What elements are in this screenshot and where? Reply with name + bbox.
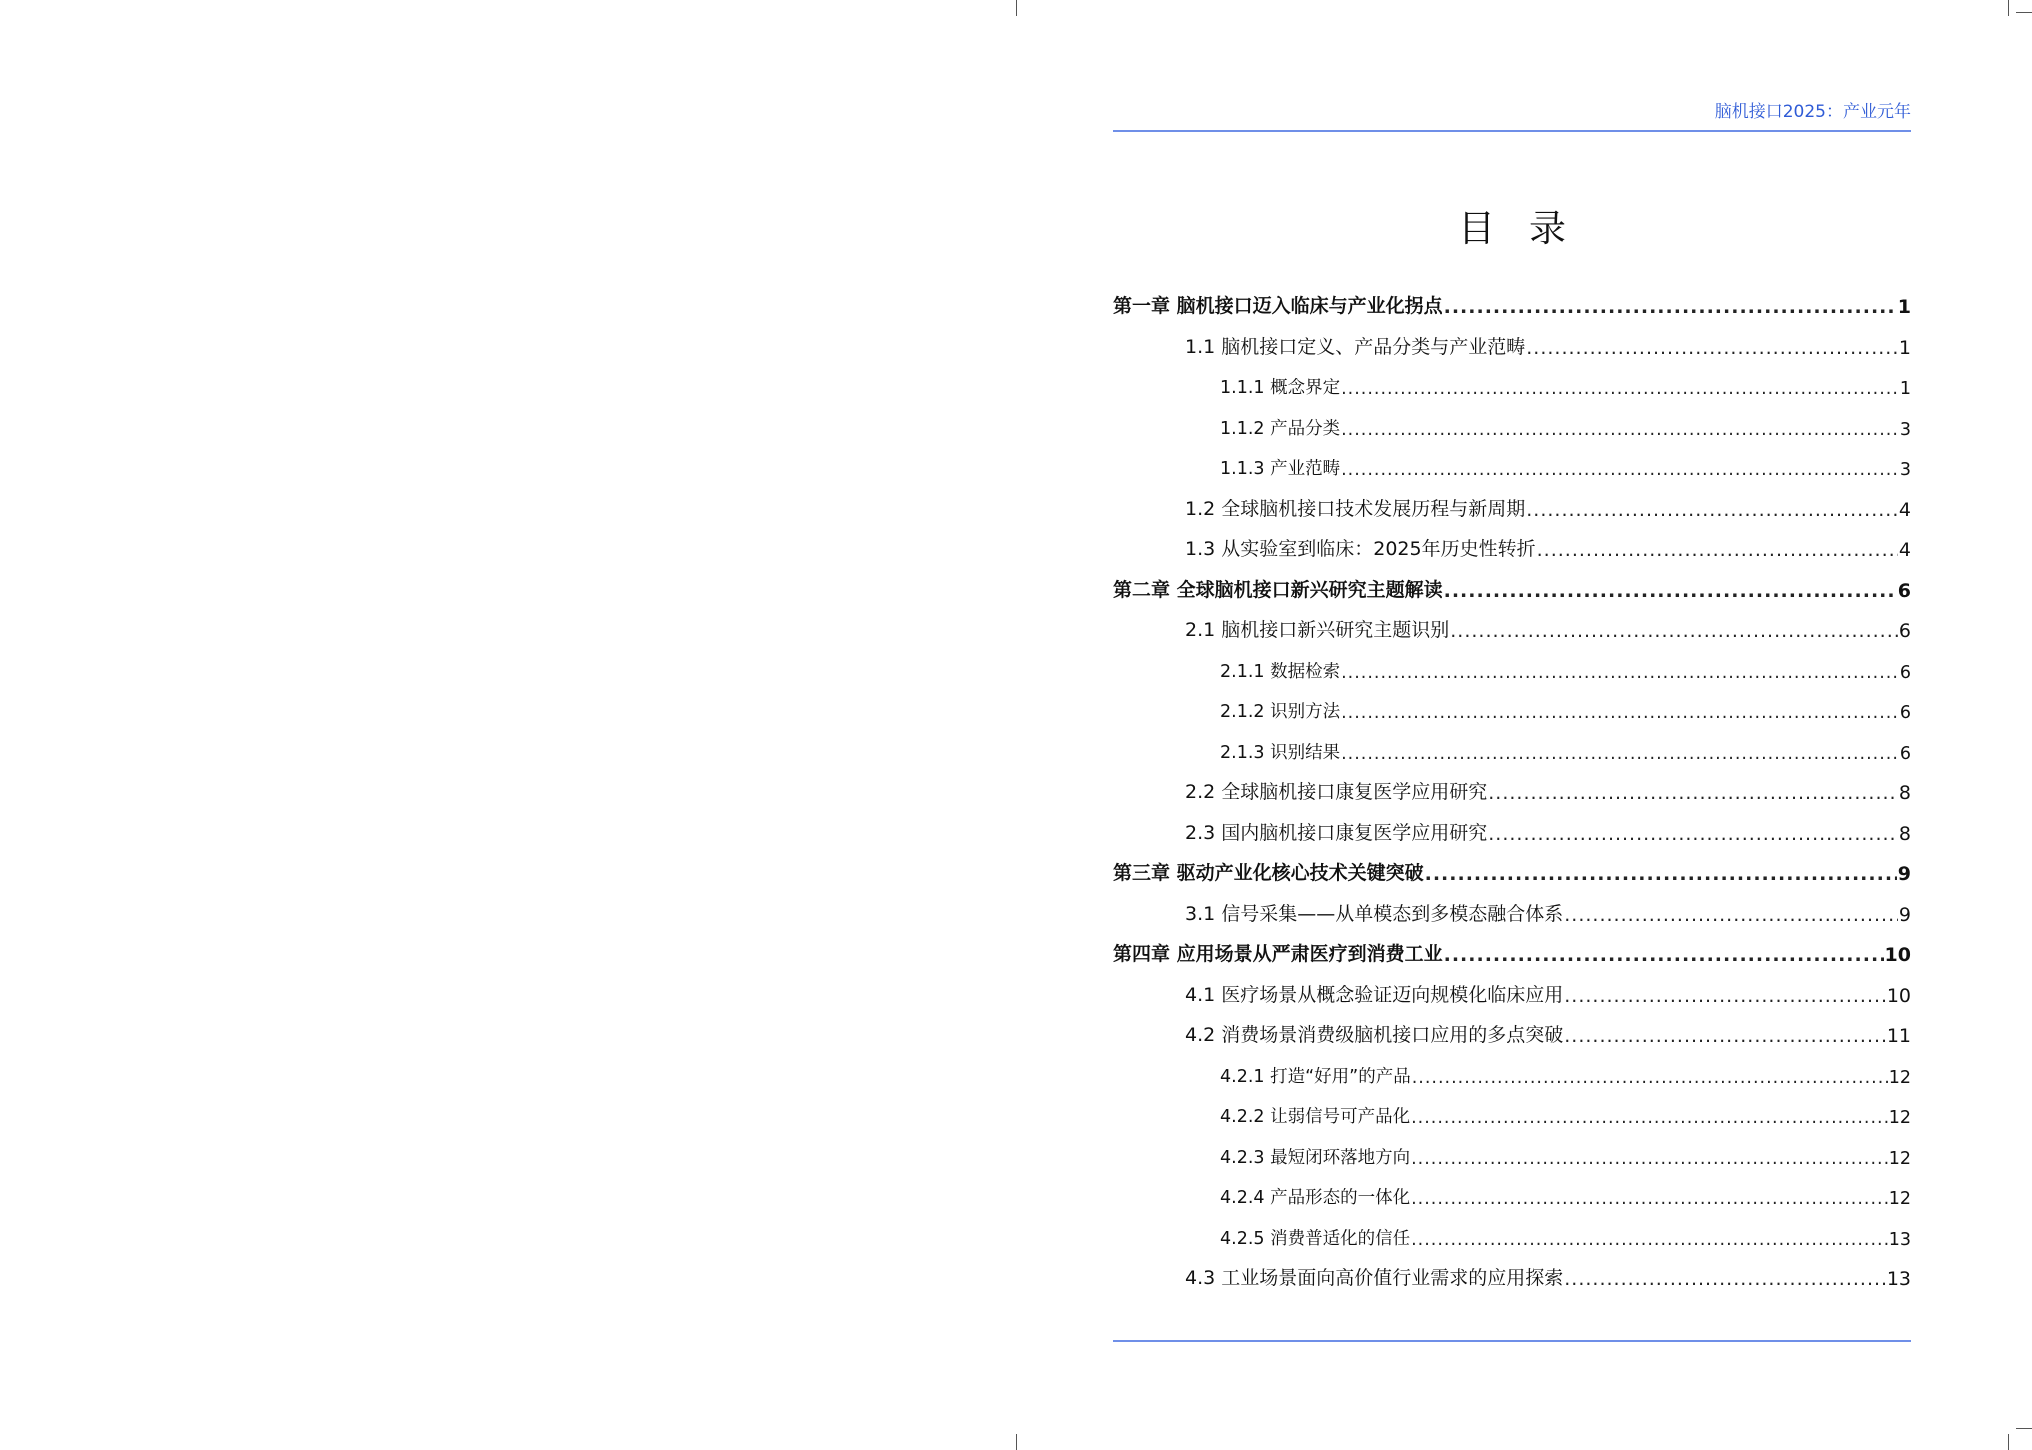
toc-entry-label: 2.3 国内脑机接口康复医学应用研究 [1185, 821, 1488, 844]
toc-entry-label: 2.1.1 数据检索 [1220, 661, 1341, 682]
toc-page-number: 13 [1888, 1229, 1911, 1250]
toc-page-number: 12 [1888, 1148, 1911, 1169]
toc-entry-label: 4.2.5 消费普适化的信任 [1220, 1228, 1411, 1249]
toc-leader-dots [1341, 703, 1899, 723]
toc-page-number: 6 [1897, 579, 1911, 602]
toc-page-number: 1 [1897, 296, 1911, 318]
toc-entry-label: 3.1 信号采集——从单模态到多模态融合体系 [1185, 902, 1564, 925]
crop-mark [2016, 12, 2032, 13]
toc-entry-label: 2.1 脑机接口新兴研究主题识别 [1185, 619, 1450, 641]
toc-entry[interactable] [1220, 452, 1911, 480]
toc-entry[interactable] [1185, 1262, 1911, 1290]
toc-leader-dots [1537, 539, 1898, 561]
toc-entry[interactable] [1113, 290, 1911, 318]
toc-leader-dots [1564, 985, 1886, 1007]
toc-entry[interactable] [1185, 817, 1911, 845]
toc-entry-label: 4.2.1 打造“好用”的产品 [1220, 1066, 1411, 1087]
toc-leader-dots [1341, 420, 1899, 440]
toc-page-number: 10 [1884, 944, 1911, 966]
toc-entry[interactable] [1185, 1019, 1911, 1047]
toc-leader-dots [1526, 499, 1898, 521]
toc-page-number: 8 [1898, 782, 1911, 804]
toc-page-number: 4 [1898, 498, 1911, 521]
toc-entry[interactable] [1220, 695, 1911, 723]
toc-entry-label: 1.2 全球脑机接口技术发展历程与新周期 [1185, 497, 1526, 520]
toc-entry-label: 2.2 全球脑机接口康复医学应用研究 [1185, 781, 1488, 803]
toc-entry[interactable] [1185, 493, 1911, 521]
toc-entry-label: 1.1.3 产业范畴 [1220, 459, 1341, 479]
header-rule [1113, 130, 1911, 132]
toc-entry[interactable] [1220, 371, 1911, 399]
running-header-title: 脑机接口2025：产业元年 [1714, 102, 1911, 122]
toc-page-number: 6 [1899, 743, 1911, 764]
toc-entry-label: 第一章 脑机接口迈入临床与产业化拐点 [1113, 295, 1443, 317]
crop-mark [1016, 0, 1017, 16]
toc-entry-label: 第三章 驱动产业化核心技术关键突破 [1113, 862, 1424, 884]
toc-page-number: 11 [1886, 1025, 1911, 1047]
toc-entry[interactable] [1185, 898, 1911, 926]
toc-leader-dots [1444, 296, 1897, 318]
toc-page-number: 8 [1898, 822, 1911, 845]
toc-entry-label: 1.1.2 产品分类 [1220, 418, 1341, 439]
toc-leader-dots [1341, 744, 1899, 764]
toc-page-number: 10 [1886, 984, 1911, 1007]
toc-page-number: 9 [1898, 903, 1911, 926]
toc-page-number: 6 [1899, 662, 1911, 683]
toc-entry[interactable] [1113, 574, 1911, 602]
crop-mark [1016, 1434, 1017, 1450]
toc-leader-dots [1444, 944, 1884, 966]
toc-leader-dots [1488, 782, 1898, 804]
toc-leader-dots [1425, 863, 1897, 885]
toc-entry-label: 4.2.2 让弱信号可产品化 [1220, 1107, 1411, 1127]
toc-leader-dots [1411, 1149, 1888, 1169]
toc-entry-label: 4.1 医疗场景从概念验证迈向规模化临床应用 [1185, 983, 1564, 1006]
toc-entry-label: 4.2 消费场景消费级脑机接口应用的多点突破 [1185, 1024, 1564, 1046]
toc-entry-label: 4.3 工业场景面向高价值行业需求的应用探索 [1185, 1267, 1564, 1289]
toc-entry[interactable] [1220, 412, 1911, 440]
toc-entry[interactable] [1185, 979, 1911, 1007]
toc-entry[interactable] [1185, 331, 1911, 359]
toc-leader-dots [1444, 580, 1897, 602]
toc-entry[interactable] [1220, 736, 1911, 764]
toc-entry-label: 1.1.1 概念界定 [1220, 378, 1341, 398]
toc-page-number: 9 [1897, 863, 1911, 885]
toc-leader-dots [1564, 1268, 1886, 1290]
toc-entry[interactable] [1220, 1222, 1911, 1250]
footer-rule [1113, 1340, 1911, 1342]
toc-entry[interactable] [1220, 655, 1911, 683]
toc-entry[interactable] [1220, 1181, 1911, 1209]
toc-leader-dots [1411, 1230, 1888, 1250]
toc-entry[interactable] [1185, 533, 1911, 561]
toc-leader-dots [1411, 1189, 1888, 1209]
toc-page-number: 1 [1899, 379, 1911, 399]
toc-entry[interactable] [1220, 1100, 1911, 1128]
crop-mark [2008, 0, 2009, 16]
toc-entry-label: 1.3 从实验室到临床：2025年历史性转折 [1185, 538, 1536, 560]
toc-entry[interactable] [1113, 857, 1911, 885]
toc-leader-dots [1526, 337, 1898, 359]
toc-page-number: 4 [1898, 539, 1911, 561]
toc-page-number: 1 [1898, 336, 1911, 359]
toc-entry[interactable] [1220, 1060, 1911, 1088]
toc-entry-label: 4.2.3 最短闭环落地方向 [1220, 1147, 1411, 1168]
toc-entry[interactable] [1113, 938, 1911, 966]
toc-page-number: 3 [1899, 460, 1911, 480]
toc-entry-label: 2.1.2 识别方法 [1220, 702, 1341, 722]
toc-page-number: 3 [1899, 419, 1911, 440]
toc-entry[interactable] [1220, 1141, 1911, 1169]
toc-page-number: 12 [1888, 1108, 1911, 1128]
toc-leader-dots [1341, 663, 1899, 683]
toc-heading: 目录 [1458, 207, 1600, 250]
toc-leader-dots [1488, 823, 1898, 845]
toc-page-number: 13 [1886, 1268, 1911, 1290]
toc-entry-label: 第四章 应用场景从严肃医疗到消费工业 [1113, 943, 1443, 965]
toc-entry-label: 2.1.3 识别结果 [1220, 742, 1341, 763]
toc-leader-dots [1341, 379, 1899, 399]
toc-leader-dots [1341, 460, 1899, 480]
toc-leader-dots [1412, 1068, 1888, 1088]
toc-entry-label: 第二章 全球脑机接口新兴研究主题解读 [1113, 578, 1443, 601]
toc-page-number: 12 [1888, 1189, 1911, 1209]
toc-page [1113, 0, 1911, 1450]
crop-mark [2008, 1434, 2009, 1450]
toc-leader-dots [1564, 904, 1898, 926]
toc-page-number: 12 [1888, 1067, 1911, 1088]
toc-page-number: 6 [1899, 703, 1911, 723]
toc-leader-dots [1411, 1108, 1888, 1128]
toc-entry-label: 1.1 脑机接口定义、产品分类与产业范畴 [1185, 335, 1526, 358]
toc-entry[interactable] [1185, 776, 1911, 804]
toc-entry-label: 4.2.4 产品形态的一体化 [1220, 1188, 1411, 1208]
toc-page-number: 6 [1898, 620, 1911, 642]
toc-entry[interactable] [1185, 614, 1911, 642]
toc-leader-dots [1564, 1025, 1886, 1047]
crop-mark [2016, 1428, 2032, 1429]
toc-leader-dots [1450, 620, 1898, 642]
